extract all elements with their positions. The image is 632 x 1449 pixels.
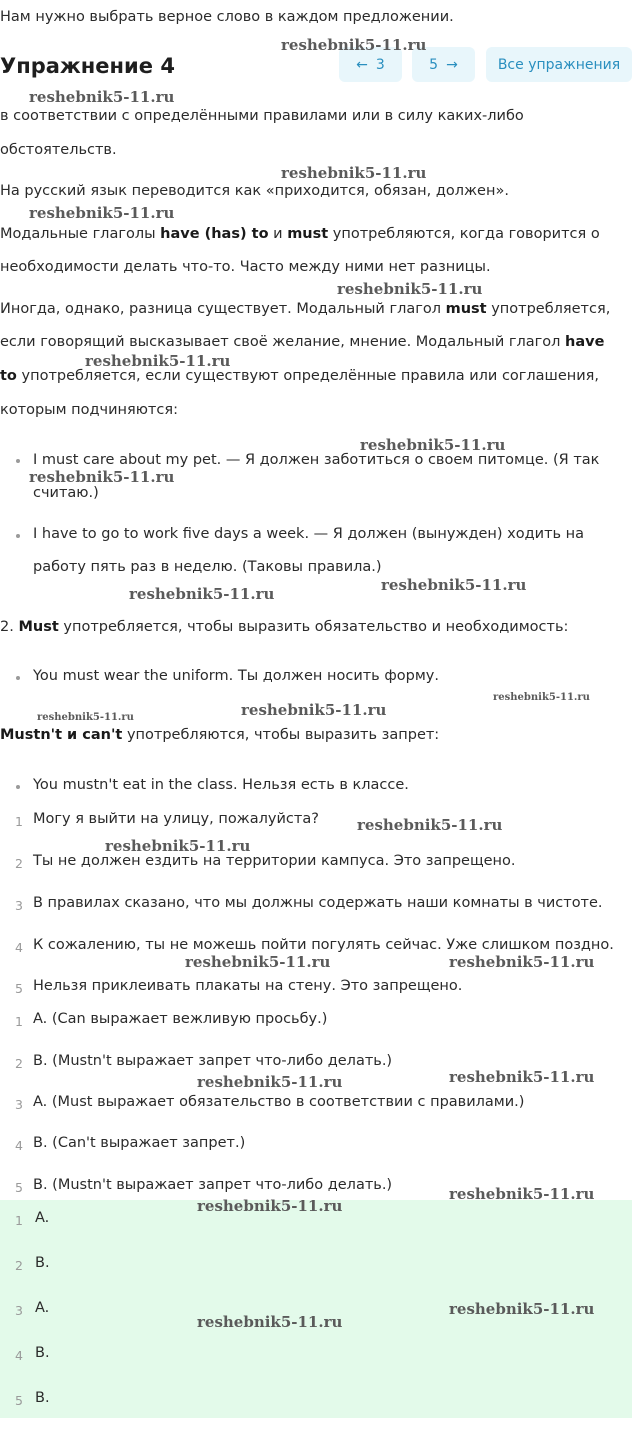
watermark: reshebnik5-11.ru [197, 1197, 343, 1215]
answer-item: A. [35, 1210, 50, 1226]
answer-number: 2 [15, 1258, 23, 1273]
explanation-item: B. (Can't выражает запрет.) [33, 1135, 246, 1151]
watermark: reshebnik5-11.ru [105, 837, 251, 855]
list-number: 5 [15, 981, 23, 996]
watermark: reshebnik5-11.ru [281, 36, 427, 54]
watermark: reshebnik5-11.ru [449, 1068, 595, 1086]
watermark: reshebnik5-11.ru [37, 712, 134, 723]
bullet-dot [16, 459, 20, 463]
translation-item: Могу я выйти на улицу, пожалуйста? [33, 811, 319, 827]
watermark: reshebnik5-11.ru [197, 1073, 343, 1091]
answer-item: B. [35, 1255, 50, 1271]
theory-line: На русский язык переводится как «приходится, обязан, должен». [0, 183, 509, 199]
watermark: reshebnik5-11.ru [381, 576, 527, 594]
theory-line: обстоятельств. [0, 142, 117, 158]
translation-item: В правилах сказано, что мы должны содержать наши комнаты в чистоте. [33, 895, 603, 911]
answer-item: A. [35, 1300, 50, 1316]
bullet-item: работу пять раз в неделю. (Таковы правила.) [33, 559, 382, 575]
list-number: 4 [15, 1138, 23, 1153]
list-number: 5 [15, 1180, 23, 1195]
page-title: Упражнение 4 [0, 54, 175, 78]
theory-line: to употребляется, если существуют определённые правила или соглашения, [0, 368, 599, 384]
answer-number: 1 [15, 1213, 23, 1228]
bullet-item: You must wear the uniform. Ты должен носить форму. [33, 668, 439, 684]
theory-line: Модальные глаголы have (has) to и must употребляются, когда говорится о [0, 226, 600, 242]
watermark: reshebnik5-11.ru [493, 692, 590, 703]
next-exercise-label: 5 [429, 56, 439, 73]
bullet-item: You mustn't eat in the class. Нельзя есть в классе. [33, 777, 409, 793]
watermark: reshebnik5-11.ru [129, 585, 275, 603]
bullet-dot [16, 534, 20, 538]
translation-item: Ты не должен ездить на территории кампуса. Это запрещено. [33, 853, 516, 869]
watermark: reshebnik5-11.ru [29, 468, 175, 486]
bullet-item: I must care about my pet. — Я должен заботиться о своем питомце. (Я так [33, 452, 600, 468]
bullet-item: I have to go to work five days a week. — Я должен (вынужден) ходить на [33, 526, 585, 542]
all-exercises-label: Все упражнения [497, 56, 621, 73]
bullet-item: считаю.) [33, 485, 99, 501]
watermark: reshebnik5-11.ru [185, 953, 331, 971]
explanation-item: B. (Mustn't выражает запрет что-либо делать.) [33, 1053, 393, 1069]
all-exercises-button[interactable] [486, 47, 632, 82]
list-number: 1 [15, 814, 23, 829]
watermark: reshebnik5-11.ru [197, 1313, 343, 1331]
explanation-item: A. (Can выражает вежливую просьбу.) [33, 1011, 328, 1027]
theory-line: Иногда, однако, разница существует. Модальный глагол must употребляется, [0, 301, 611, 317]
answer-item: B. [35, 1345, 50, 1361]
watermark: reshebnik5-11.ru [29, 88, 175, 106]
list-number: 3 [15, 1097, 23, 1112]
list-number: 1 [15, 1014, 23, 1029]
translation-item: К сожалению, ты не можешь пойти погулять сейчас. Уже слишком поздно. [33, 937, 614, 953]
answer-item: B. [35, 1390, 50, 1406]
watermark: reshebnik5-11.ru [281, 164, 427, 182]
watermark: reshebnik5-11.ru [241, 701, 387, 719]
list-number: 3 [15, 898, 23, 913]
list-number: 4 [15, 940, 23, 955]
answer-number: 4 [15, 1348, 23, 1363]
theory-line: если говорящий высказывает своё желание, мнение. Модальный глагол have [0, 334, 605, 350]
list-number: 2 [15, 1056, 23, 1071]
theory-line: Mustn't и can't употребляются, чтобы выразить запрет: [0, 727, 440, 743]
watermark: reshebnik5-11.ru [85, 352, 231, 370]
theory-line: 2. Must употребляется, чтобы выразить обязательство и необходимость: [0, 619, 569, 635]
watermark: reshebnik5-11.ru [357, 816, 503, 834]
list-number: 2 [15, 856, 23, 871]
answer-number: 5 [15, 1393, 23, 1408]
prev-exercise-label: 3 [375, 56, 385, 73]
theory-line: в соответствии с определёнными правилами или в силу каких-либо [0, 108, 524, 124]
arrow-right-icon: → [446, 56, 458, 73]
watermark: reshebnik5-11.ru [29, 204, 175, 222]
explanation-item: B. (Mustn't выражает запрет что-либо делать.) [33, 1177, 393, 1193]
intro-text: Нам нужно выбрать верное слово в каждом предложении. [0, 9, 454, 25]
theory-line: которым подчиняются: [0, 402, 178, 418]
watermark: reshebnik5-11.ru [449, 1185, 595, 1203]
watermark: reshebnik5-11.ru [337, 280, 483, 298]
translation-item: Нельзя приклеивать плакаты на стену. Это запрещено. [33, 978, 463, 994]
bullet-dot [16, 785, 20, 789]
watermark: reshebnik5-11.ru [449, 953, 595, 971]
watermark: reshebnik5-11.ru [449, 1300, 595, 1318]
arrow-left-icon: ← [356, 56, 368, 73]
answer-number: 3 [15, 1303, 23, 1318]
explanation-item: A. (Must выражает обязательство в соответствии с правилами.) [33, 1094, 525, 1110]
theory-line: необходимости делать что-то. Часто между ними нет разницы. [0, 259, 491, 275]
watermark: reshebnik5-11.ru [360, 436, 506, 454]
bullet-dot [16, 676, 20, 680]
